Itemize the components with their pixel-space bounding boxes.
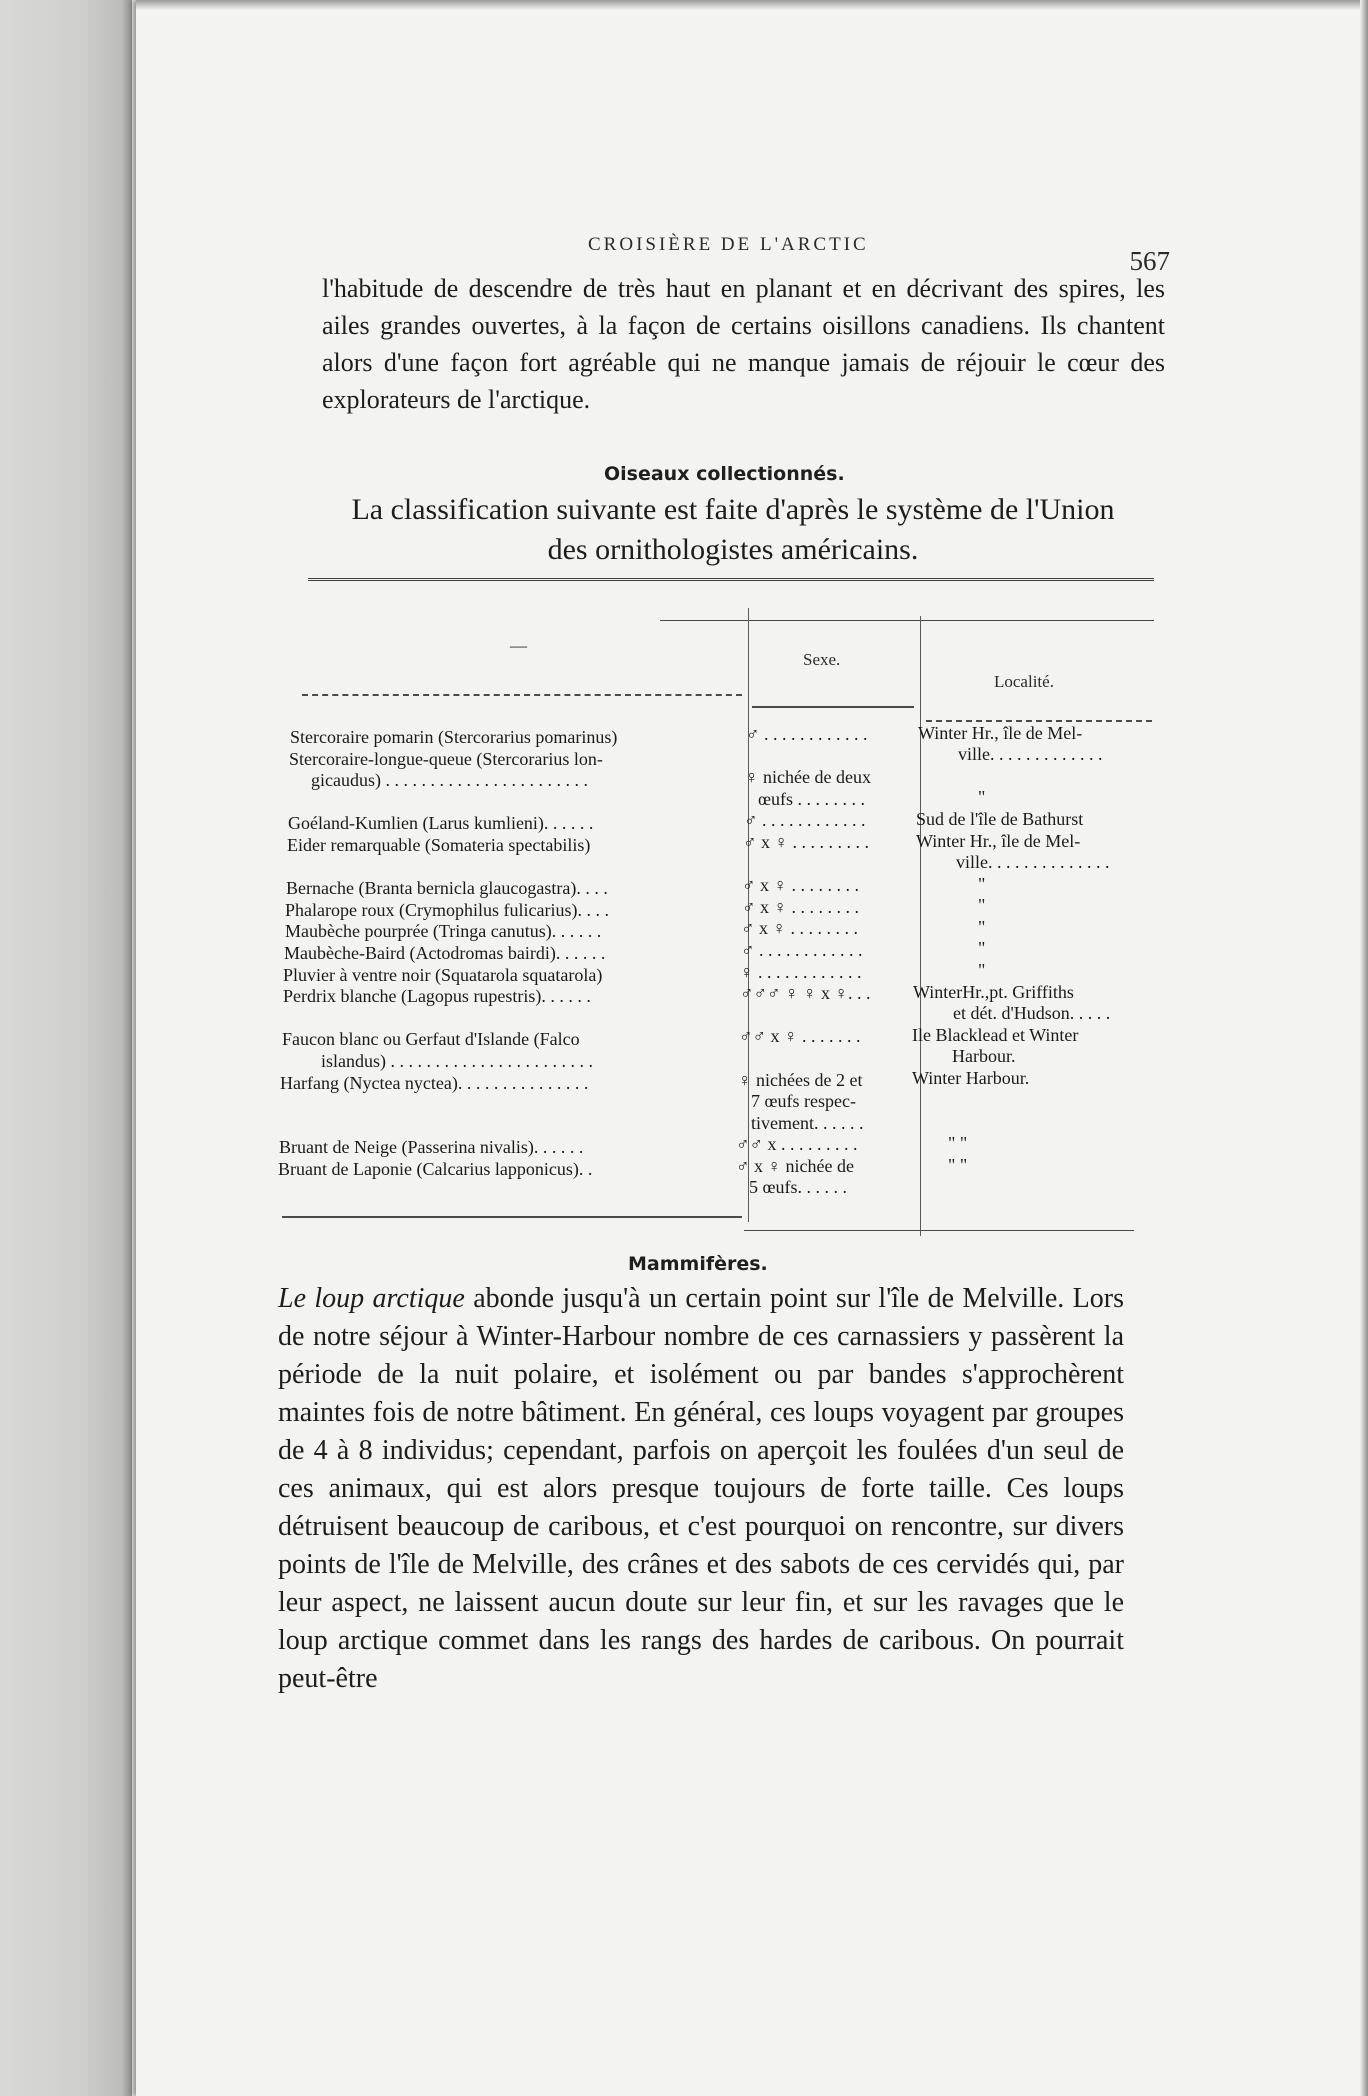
table-column-divider-2: [920, 616, 921, 1236]
table-cell-sex: ♂ x ♀ . . . . . . . . .: [743, 832, 869, 852]
classification-line-1: La classification suivante est faite d'après le système de l'Union: [351, 493, 1115, 526]
table-cell-locality: Winter Hr., île de Mel-: [918, 723, 1083, 743]
classification-line-2: des ornithologistes américains.: [547, 533, 919, 566]
table-cell-locality: ": [978, 960, 986, 980]
table-cell-name: Faucon blanc ou Gerfaut d'Islande (Falco: [282, 1029, 580, 1049]
table-cell-name: Pluvier à ventre noir (Squatarola squatarola): [283, 965, 603, 985]
table-bottom-rule-right: [744, 1230, 1134, 1231]
table-cell-locality: ville. . . . . . . . . . . . .: [958, 744, 1103, 764]
table-top-rule: [308, 578, 1154, 584]
table-top-rule-secondary: [660, 620, 1154, 621]
birds-heading: Oiseaux collectionnés.: [604, 463, 845, 485]
table-cell-sex: ♂ . . . . . . . . . . . .: [744, 810, 866, 830]
table-cell-name: islandus) . . . . . . . . . . . . . . . . . . . . . . .: [321, 1051, 593, 1071]
column-header-species: —: [510, 636, 527, 655]
table-cell-locality: ville. . . . . . . . . . . . . .: [956, 852, 1110, 872]
header-underline-locality: [926, 720, 1152, 722]
table-cell-name: Bruant de Neige (Passerina nivalis). . . . . .: [279, 1137, 584, 1157]
table-cell-sex: ♂ x ♀ . . . . . . . .: [742, 897, 859, 917]
table-bottom-rule-left: [282, 1216, 742, 1218]
table-cell-sex: ♀ . . . . . . . . . . . .: [740, 962, 862, 982]
table-cell-name: Bruant de Laponie (Calcarius lapponicus). .: [278, 1159, 593, 1179]
running-head: CROISIÈRE DE L'ARCTIC: [588, 234, 869, 255]
table-cell-sex: ♂ . . . . . . . . . . . .: [741, 940, 863, 960]
table-cell-sex: ♀ nichée de deux: [745, 767, 871, 787]
intro-paragraph: l'habitude de descendre de très haut en planant et en décrivant des spires, les ailes grandes ouvertes, à la façon de certains oisillons canadiens. Ils chantent alors d'une façon fort agréable qui ne manque jamais de réjouir le cœur des explorateurs de l'arctique.: [322, 274, 1165, 414]
table-cell-locality: ": [978, 938, 986, 958]
table-cell-sex: ♂♂♂ ♀ ♀ x ♀. . .: [740, 983, 871, 1003]
table-cell-sex: ♂ x ♀ . . . . . . . .: [742, 875, 859, 895]
mammals-lead-italic: Le loup arctique: [278, 1283, 465, 1314]
table-cell-sex: tivement. . . . . .: [751, 1113, 864, 1133]
table-cell-name: Perdrix blanche (Lagopus rupestris). . . . . .: [283, 986, 591, 1006]
column-header-sex: Sexe.: [803, 650, 841, 669]
table-cell-name: Bernache (Branta bernicla glaucogastra). . . .: [286, 878, 608, 898]
page-header: [320, 232, 1170, 276]
mammals-paragraph-text: abonde jusqu'à un certain point sur l'île de Melville. Lors de notre séjour à Winter-Harbour nombre de ces carnassiers y passèrent la période de la nuit polaire, et isolément ou par bandes s'approchèrent maintes fois de notre bâtiment. En général, ces loups voyagent par groupes de 4 à 8 individus; cependant, parfois on aperçoit les foulées d'un seul de ces animaux, qui est alors presque toujours de forte taille. Ces loups détruisent beaucoup de caribous, et c'est pourquoi on rencontre, sur divers points de l'île de Melville, des crânes et des sabots de ces cervidés qui, par leur aspect, ne laissent aucun doute sur leur fin, et sur les ravages que le loup arctique commet dans les rangs des hardes de caribous. On pourrait peut-être: [278, 1283, 1124, 1694]
table-cell-name: Maubèche-Baird (Actodromas bairdi). . . . . .: [284, 943, 606, 963]
table-cell-locality: et dét. d'Hudson. . . . .: [953, 1003, 1111, 1023]
header-underline-species: [302, 694, 742, 696]
table-cell-locality: " ": [948, 1133, 968, 1153]
page-number: 567: [1129, 246, 1170, 276]
table-cell-locality: WinterHr.,pt. Griffiths: [913, 982, 1074, 1002]
table-cell-sex: ♂ x ♀ nichée de: [736, 1156, 854, 1176]
table-cell-sex: œufs . . . . . . . .: [758, 789, 865, 809]
column-header-locality: Localité.: [994, 672, 1054, 691]
table-cell-locality: Winter Hr., île de Mel-: [916, 831, 1081, 851]
table-cell-sex: ♂ x ♀ . . . . . . . .: [741, 918, 858, 938]
table-cell-sex: ♀ nichées de 2 et: [738, 1070, 863, 1090]
header-underline-sex: [752, 706, 914, 708]
table-cell-locality: ": [978, 787, 986, 807]
table-cell-name: Stercoraire pomarin (Stercorarius pomarinus): [290, 727, 618, 747]
mammals-paragraph: [278, 1280, 1124, 1698]
table-cell-sex: ♂♂ x . . . . . . . . .: [736, 1134, 858, 1154]
mammals-heading: Mammifères.: [628, 1253, 768, 1275]
table-cell-locality: Sud de l'île de Bathurst: [916, 809, 1084, 829]
table-cell-name: Harfang (Nyctea nyctea). . . . . . . . . . . . . . .: [280, 1073, 589, 1093]
table-cell-sex: 7 œufs respec-: [751, 1091, 856, 1111]
table-cell-locality: Harbour.: [952, 1046, 1016, 1066]
table-cell-sex: ♂♂ x ♀ . . . . . . .: [739, 1026, 861, 1046]
table-cell-locality: ": [978, 917, 986, 937]
table-cell-name: Eider remarquable (Somateria spectabilis): [287, 835, 591, 855]
table-cell-locality: ": [978, 874, 986, 894]
book-gutter-shadow: [0, 0, 132, 2096]
table-cell-name: Phalarope roux (Crymophilus fulicarius). . . .: [285, 900, 609, 920]
page-top-edge: [136, 0, 1368, 10]
table-cell-name: Goéland-Kumlien (Larus kumlieni). . . . . .: [288, 813, 594, 833]
table-cell-sex: ♂ . . . . . . . . . . . .: [746, 724, 868, 744]
table-cell-name: gicaudus) . . . . . . . . . . . . . . . . . . . . . . .: [311, 770, 588, 790]
table-cell-locality: Ile Blacklead et Winter: [912, 1025, 1079, 1045]
table-cell-name: Maubèche pourprée (Tringa canutus). . . . . .: [285, 921, 602, 941]
table-cell-sex: 5 œufs. . . . . .: [749, 1177, 847, 1197]
classification-note: [306, 490, 1160, 570]
page-right-edge: [1360, 0, 1368, 2096]
table-cell-locality: ": [978, 895, 986, 915]
table-cell-locality: " ": [948, 1155, 968, 1175]
table-cell-locality: Winter Harbour.: [912, 1068, 1030, 1088]
table-cell-name: Stercoraire-longue-queue (Stercorarius lon-: [289, 749, 603, 769]
